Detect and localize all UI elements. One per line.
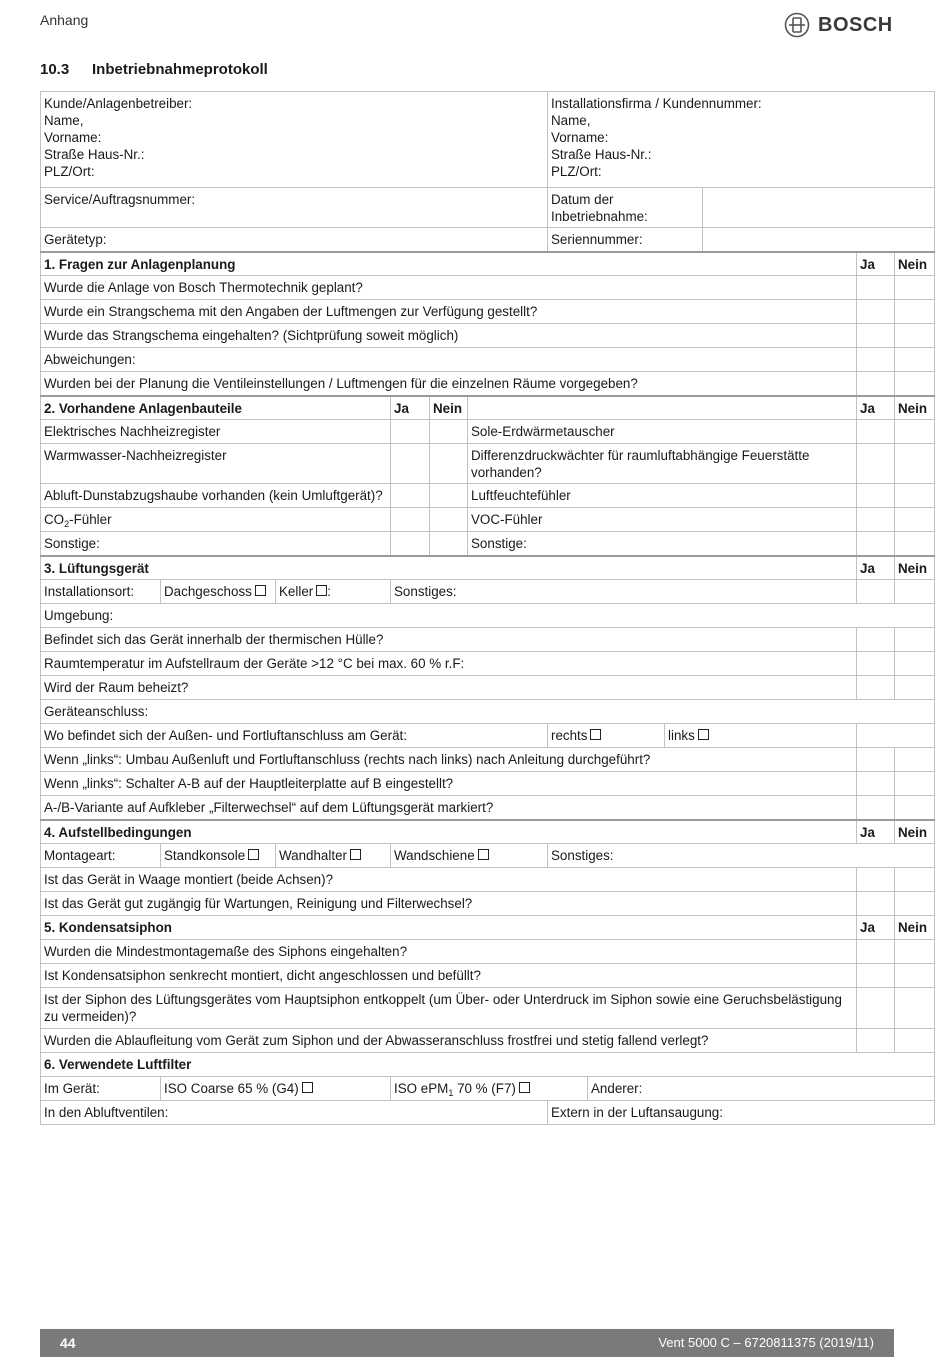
ja-checkbox[interactable] xyxy=(857,940,895,964)
s3-q-switch: Wenn „links“: Schalter A-B auf der Hauptleiterplatte auf B eingestellt? xyxy=(41,772,857,796)
s5-q3: Ist der Siphon des Lüftungsgerätes vom Hauptsiphon entkoppelt (um Über- oder Unterdruck im Siphon sowie eine Geruchsbelästigung zu vermeiden)? xyxy=(41,988,857,1029)
option-cellar[interactable] xyxy=(276,580,391,604)
s1-q4[interactable]: Abweichungen: xyxy=(41,348,857,372)
ja-checkbox[interactable] xyxy=(857,676,895,700)
nein-header: Nein xyxy=(895,820,935,844)
checkbox[interactable] xyxy=(519,1082,530,1093)
s3-q-heat: Wird der Raum beheizt? xyxy=(41,676,857,700)
table-row xyxy=(41,300,935,324)
table-row xyxy=(41,484,935,508)
exhaust-valves-field[interactable]: In den Abluftventilen: xyxy=(41,1101,548,1125)
table-row xyxy=(41,1101,935,1125)
table-row xyxy=(41,652,935,676)
table-row xyxy=(41,940,935,964)
nein-checkbox[interactable] xyxy=(895,444,935,484)
installer-city: PLZ/Ort: xyxy=(551,164,602,179)
s2-r1: Sole-Erdwärmetauscher xyxy=(468,420,857,444)
s1-q1: Wurde die Anlage von Bosch Thermotechnik geplant? xyxy=(41,276,857,300)
ja-checkbox[interactable] xyxy=(391,444,430,484)
table-row xyxy=(41,724,935,748)
s2-l1: Elektrisches Nachheizregister xyxy=(41,420,391,444)
ja-checkbox[interactable] xyxy=(857,772,895,796)
ja-checkbox[interactable] xyxy=(857,508,895,532)
nein-checkbox[interactable] xyxy=(895,372,935,396)
nein-checkbox[interactable] xyxy=(895,748,935,772)
s6-header-row xyxy=(41,1053,935,1077)
ja-checkbox[interactable] xyxy=(391,484,430,508)
nein-checkbox[interactable] xyxy=(895,652,935,676)
device-type-field[interactable]: Gerätetyp: xyxy=(41,228,548,252)
bosch-armature-icon xyxy=(784,12,810,38)
installer-street: Straße Haus-Nr.: xyxy=(551,147,652,162)
epm-pre: ISO ePM xyxy=(394,1081,449,1096)
s4-title: 4. Aufstellbedingungen xyxy=(41,820,857,844)
table-row xyxy=(41,604,935,628)
table-row xyxy=(41,532,935,556)
nein-checkbox[interactable] xyxy=(895,1029,935,1053)
customer-street: Straße Haus-Nr.: xyxy=(44,147,145,162)
table-row xyxy=(41,628,935,652)
customer-city: PLZ/Ort: xyxy=(44,164,95,179)
nein-checkbox[interactable] xyxy=(895,508,935,532)
s2-l2: Warmwasser-Nachheizregister xyxy=(41,444,391,484)
nein-checkbox[interactable] xyxy=(895,892,935,916)
nein-checkbox[interactable] xyxy=(895,324,935,348)
ja-header: Ja xyxy=(391,396,430,420)
nein-checkbox[interactable] xyxy=(895,300,935,324)
serial-number-field[interactable] xyxy=(703,228,935,252)
device-row xyxy=(41,228,935,252)
environment-label: Umgebung: xyxy=(41,604,935,628)
table-row xyxy=(41,676,935,700)
checkbox[interactable] xyxy=(478,849,489,860)
nein-checkbox[interactable] xyxy=(895,484,935,508)
table-row xyxy=(41,444,935,484)
s1-q2: Wurde ein Strangschema mit den Angaben der Luftmengen zur Verfügung gestellt? xyxy=(41,300,857,324)
nein-checkbox[interactable] xyxy=(895,532,935,556)
s3-q-hull: Befindet sich das Gerät innerhalb der thermischen Hülle? xyxy=(41,628,857,652)
s1-header-row xyxy=(41,252,935,276)
s1-q5: Wurden bei der Planung die Ventileinstellungen / Luftmengen für die einzelnen Räume vorgegeben? xyxy=(41,372,857,396)
ja-header: Ja xyxy=(857,556,895,580)
checkbox[interactable] xyxy=(248,849,259,860)
serial-number-label: Seriennummer: xyxy=(548,228,703,252)
co2-post: -Fühler xyxy=(69,512,112,527)
table-row xyxy=(41,772,935,796)
table-row xyxy=(41,868,935,892)
epm-post: 70 % (F7) xyxy=(453,1081,516,1096)
ja-checkbox[interactable] xyxy=(857,892,895,916)
table-row xyxy=(41,964,935,988)
ja-checkbox[interactable] xyxy=(857,300,895,324)
page-number: 44 xyxy=(60,1335,76,1351)
s6-title: 6. Verwendete Luftfilter xyxy=(41,1053,935,1077)
option-wall-bracket[interactable] xyxy=(276,844,391,868)
s5-header-row xyxy=(41,916,935,940)
s2-right-header xyxy=(468,396,857,420)
ja-checkbox[interactable] xyxy=(857,420,895,444)
nein-checkbox[interactable] xyxy=(430,420,468,444)
s5-q2: Ist Kondensatsiphon senkrecht montiert, dicht angeschlossen und befüllt? xyxy=(41,964,857,988)
s4-q-level: Ist das Gerät in Waage montiert (beide Achsen)? xyxy=(41,868,857,892)
ja-checkbox[interactable] xyxy=(391,508,430,532)
s1-q3: Wurde das Strangschema eingehalten? (Sichtprüfung soweit möglich) xyxy=(41,324,857,348)
ja-checkbox[interactable] xyxy=(857,324,895,348)
option-right[interactable] xyxy=(548,724,665,748)
checkbox[interactable] xyxy=(590,729,601,740)
option-left[interactable] xyxy=(665,724,857,748)
co2-sub: 2 xyxy=(64,519,70,529)
customer-label: Kunde/Anlagenbetreiber: xyxy=(44,96,193,111)
table-row xyxy=(41,276,935,300)
nein-header: Nein xyxy=(895,252,935,276)
ja-header: Ja xyxy=(857,396,895,420)
option-cellar-label: Keller xyxy=(279,584,314,599)
s2-l4 xyxy=(41,508,391,532)
ja-checkbox[interactable] xyxy=(857,748,895,772)
s2-l3: Abluft-Dunstabzugshaube vorhanden (kein Umluftgerät)? xyxy=(41,484,391,508)
s5-title: 5. Kondensatsiphon xyxy=(41,916,857,940)
ja-header: Ja xyxy=(857,820,895,844)
page-footer xyxy=(40,1329,894,1357)
header-section: Anhang xyxy=(40,12,89,28)
mount-type-label: Montageart: xyxy=(41,844,161,868)
s4-header-row xyxy=(41,820,935,844)
nein-checkbox[interactable] xyxy=(895,276,935,300)
nein-checkbox[interactable] xyxy=(895,868,935,892)
table-row xyxy=(41,1077,935,1101)
nein-header: Nein xyxy=(895,916,935,940)
installer-name: Name, xyxy=(551,113,591,128)
table-row xyxy=(41,700,935,724)
table-row xyxy=(41,372,935,396)
table-row xyxy=(41,1029,935,1053)
service-row xyxy=(41,188,935,228)
table-row xyxy=(41,580,935,604)
checkbox[interactable] xyxy=(302,1082,313,1093)
ja-checkbox[interactable] xyxy=(857,652,895,676)
option-wall-rail[interactable] xyxy=(391,844,548,868)
ja-checkbox[interactable] xyxy=(857,628,895,652)
device-connection-label: Geräteanschluss: xyxy=(41,700,935,724)
option-wall-label: Wandhalter xyxy=(279,848,347,863)
customer-firstname: Vorname: xyxy=(44,130,102,145)
s3-title: 3. Lüftungsgerät xyxy=(41,556,857,580)
s2-header-row xyxy=(41,396,935,420)
s5-q4: Wurden die Ablaufleitung vom Gerät zum Siphon und der Abwasseranschluss frostfrei und stetig fallend verlegt? xyxy=(41,1029,857,1053)
s2-title: 2. Vorhandene Anlagenbauteile xyxy=(41,396,391,420)
option-left-label: links xyxy=(668,728,695,743)
ja-header: Ja xyxy=(857,916,895,940)
ja-checkbox[interactable] xyxy=(857,580,895,604)
customer-name: Name, xyxy=(44,113,84,128)
nein-checkbox[interactable] xyxy=(430,484,468,508)
table-row xyxy=(41,748,935,772)
install-location-label: Installationsort: xyxy=(41,580,161,604)
ja-checkbox[interactable] xyxy=(857,444,895,484)
table-row xyxy=(41,796,935,820)
brand-logo xyxy=(784,12,893,38)
nein-checkbox[interactable] xyxy=(895,940,935,964)
table-row xyxy=(41,420,935,444)
nein-checkbox[interactable] xyxy=(895,580,935,604)
checkbox[interactable] xyxy=(698,729,709,740)
table-row xyxy=(41,988,935,1029)
option-other[interactable]: Sonstiges: xyxy=(548,844,935,868)
nein-header: Nein xyxy=(430,396,468,420)
checkbox[interactable] xyxy=(350,849,361,860)
ja-checkbox[interactable] xyxy=(857,868,895,892)
table-row xyxy=(41,844,935,868)
nein-header: Nein xyxy=(895,556,935,580)
commissioning-date-field[interactable] xyxy=(703,188,935,228)
ja-checkbox[interactable] xyxy=(857,532,895,556)
ja-checkbox[interactable] xyxy=(857,1029,895,1053)
option-right-label: rechts xyxy=(551,728,588,743)
nein-checkbox[interactable] xyxy=(895,988,935,1029)
installer-label: Installationsfirma / Kundennummer: xyxy=(551,96,762,111)
ja-checkbox[interactable] xyxy=(391,532,430,556)
nein-checkbox[interactable] xyxy=(430,532,468,556)
brand-name: BOSCH xyxy=(818,13,893,36)
empty-cell xyxy=(857,724,935,748)
s3-q-where: Wo befindet sich der Außen- und Fortluftanschluss am Gerät: xyxy=(41,724,548,748)
nein-header: Nein xyxy=(895,396,935,420)
ja-checkbox[interactable] xyxy=(857,796,895,820)
nein-checkbox[interactable] xyxy=(430,508,468,532)
checkbox[interactable] xyxy=(255,585,266,596)
page-title xyxy=(40,61,268,78)
option-cellar-colon: : xyxy=(327,584,331,599)
installer-cell[interactable] xyxy=(548,92,935,188)
option-attic-label: Dachgeschoss xyxy=(164,584,252,599)
customer-row xyxy=(41,92,935,188)
s3-q-conv: Wenn „links“: Umbau Außenluft und Fortluftanschluss (rechts nach links) nach Anleitung durchgeführt? xyxy=(41,748,857,772)
ja-checkbox[interactable] xyxy=(857,484,895,508)
installer-firstname: Vorname: xyxy=(551,130,609,145)
option-console-label: Standkonsole xyxy=(164,848,246,863)
document-id: Vent 5000 C – 6720811375 (2019/11) xyxy=(658,1335,874,1350)
ja-checkbox[interactable] xyxy=(857,988,895,1029)
ja-checkbox[interactable] xyxy=(857,348,895,372)
option-rail-label: Wandschiene xyxy=(394,848,475,863)
s3-q-temp: Raumtemperatur im Aufstellraum der Geräte >12 °C bei max. 60 % r.F: xyxy=(41,652,857,676)
s2-l5[interactable]: Sonstige: xyxy=(41,532,391,556)
s2-r2: Differenzdruckwächter für raumluftabhängige Feuerstätte vorhanden? xyxy=(468,444,857,484)
table-row xyxy=(41,892,935,916)
commissioning-form xyxy=(40,91,935,1125)
ja-checkbox[interactable] xyxy=(857,964,895,988)
nein-checkbox[interactable] xyxy=(895,348,935,372)
option-other-filter[interactable]: Anderer: xyxy=(588,1077,935,1101)
table-row xyxy=(41,348,935,372)
option-other[interactable]: Sonstiges: xyxy=(391,580,857,604)
option-coarse-label: ISO Coarse 65 % (G4) xyxy=(164,1081,299,1096)
table-row xyxy=(41,508,935,532)
nein-checkbox[interactable] xyxy=(895,420,935,444)
s4-q-access: Ist das Gerät gut zugängig für Wartungen, Reinigung und Filterwechsel? xyxy=(41,892,857,916)
s2-r5[interactable]: Sonstige: xyxy=(468,532,857,556)
option-coarse[interactable] xyxy=(161,1077,391,1101)
commissioning-date-label: Datum der Inbetriebnahme: xyxy=(548,188,703,228)
nein-checkbox[interactable] xyxy=(895,628,935,652)
s3-q-label: A-/B-Variante auf Aufkleber „Filterwechsel“ auf dem Lüftungsgerät markiert? xyxy=(41,796,857,820)
nein-checkbox[interactable] xyxy=(895,796,935,820)
ja-checkbox[interactable] xyxy=(857,372,895,396)
intake-field[interactable]: Extern in der Luftansaugung: xyxy=(548,1101,935,1125)
nein-checkbox[interactable] xyxy=(895,772,935,796)
ja-header: Ja xyxy=(857,252,895,276)
customer-cell[interactable] xyxy=(41,92,548,188)
nein-checkbox[interactable] xyxy=(895,676,935,700)
s2-r4: VOC-Fühler xyxy=(468,508,857,532)
s1-title: 1. Fragen zur Anlagenplanung xyxy=(41,252,857,276)
ja-checkbox[interactable] xyxy=(391,420,430,444)
nein-checkbox[interactable] xyxy=(895,964,935,988)
checkbox[interactable] xyxy=(316,585,327,596)
epm-sub: 1 xyxy=(448,1088,454,1098)
section-number: 10.3 xyxy=(40,61,70,78)
table-row xyxy=(41,324,935,348)
option-attic[interactable] xyxy=(161,580,276,604)
s5-q1: Wurden die Mindestmontagemaße des Siphons eingehalten? xyxy=(41,940,857,964)
s2-r3: Luftfeuchtefühler xyxy=(468,484,857,508)
option-console[interactable] xyxy=(161,844,276,868)
service-number-field[interactable]: Service/Auftragsnummer: xyxy=(41,188,548,228)
s3-header-row xyxy=(41,556,935,580)
co2-pre: CO xyxy=(44,512,65,527)
section-title: Inbetriebnahmeprotokoll xyxy=(92,61,268,78)
nein-checkbox[interactable] xyxy=(430,444,468,484)
option-epm[interactable] xyxy=(391,1077,588,1101)
ja-checkbox[interactable] xyxy=(857,276,895,300)
in-device-label: Im Gerät: xyxy=(41,1077,161,1101)
